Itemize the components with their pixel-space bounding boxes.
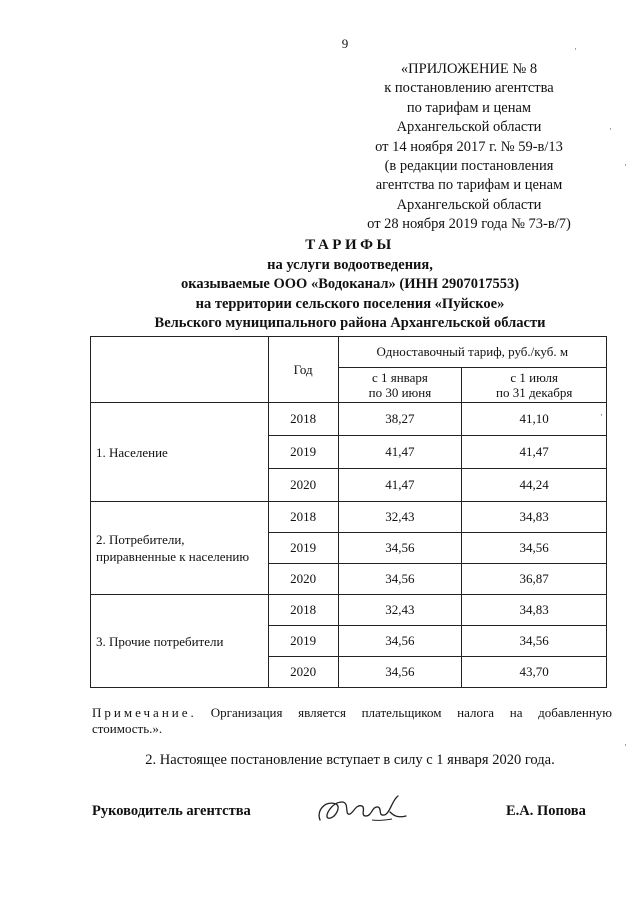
category-cell bbox=[91, 595, 269, 688]
header-period-1 bbox=[338, 368, 462, 403]
scan-speck: · bbox=[574, 44, 577, 54]
header-period-1-line: по 30 июня bbox=[368, 385, 432, 400]
appendix-header bbox=[338, 60, 600, 235]
table-note bbox=[92, 705, 612, 737]
header-period-2-line: с 1 июля bbox=[510, 370, 558, 385]
table-row bbox=[91, 502, 607, 533]
title-line: Вельского муниципального района Архангельской области bbox=[154, 315, 546, 331]
tariff-h2-cell: 41,47 bbox=[462, 436, 607, 469]
title-line: на услуги водоотведения, bbox=[267, 256, 433, 273]
tariff-h1-cell: 32,43 bbox=[338, 502, 462, 533]
appendix-line: к постановлению агентства bbox=[384, 80, 554, 97]
appendix-line: «ПРИЛОЖЕНИЕ № 8 bbox=[400, 61, 538, 77]
header-period-1-line: с 1 января bbox=[371, 370, 428, 385]
effective-date-clause: 2. Настоящее постановление вступает в силу с 1 января 2020 года. bbox=[145, 752, 555, 768]
tariff-h2-cell: 43,70 bbox=[462, 657, 607, 688]
signatory-name: Е.А. Попова bbox=[506, 803, 586, 819]
tariff-h2-cell: 34,56 bbox=[462, 626, 607, 657]
tariff-h2-cell: 34,83 bbox=[462, 595, 607, 626]
category-label: приравненные к населению bbox=[96, 549, 250, 564]
note-label: Примечание. bbox=[92, 705, 197, 720]
category-label: 3. Прочие потребители bbox=[96, 633, 224, 649]
appendix-line: Архангельской области bbox=[396, 119, 542, 136]
tariff-h2-cell: 36,87 bbox=[462, 564, 607, 595]
year-cell: 2019 bbox=[268, 436, 338, 469]
year-cell: 2018 bbox=[268, 502, 338, 533]
appendix-line: (в редакции постановления bbox=[384, 158, 554, 175]
tariff-h1-cell: 34,56 bbox=[338, 533, 462, 564]
tariff-h1-cell: 41,47 bbox=[338, 469, 462, 502]
year-cell: 2019 bbox=[268, 533, 338, 564]
category-label: 1. Население bbox=[96, 444, 168, 460]
header-empty-cell bbox=[91, 337, 269, 403]
scan-speck: · bbox=[624, 160, 627, 170]
tariff-h2-cell: 34,83 bbox=[462, 502, 607, 533]
table-row bbox=[91, 595, 607, 626]
document-title bbox=[0, 236, 640, 334]
header-year: Год bbox=[268, 337, 338, 403]
tariff-h1-cell: 41,47 bbox=[338, 436, 462, 469]
handwritten-signature bbox=[312, 790, 412, 830]
appendix-line: агентства по тарифам и ценам bbox=[375, 177, 563, 194]
scan-speck: · bbox=[609, 124, 612, 134]
year-cell: 2019 bbox=[268, 626, 338, 657]
year-cell: 2018 bbox=[268, 595, 338, 626]
year-cell: 2020 bbox=[268, 564, 338, 595]
title-line: оказываемые ООО «Водоканал» (ИНН 2907017553) bbox=[180, 276, 520, 292]
header-period-2-line: по 31 декабря bbox=[495, 385, 573, 400]
category-cell bbox=[91, 502, 269, 595]
page-number: 9 bbox=[341, 36, 349, 51]
title-line: на территории сельского поселения «Пуйское» bbox=[195, 295, 505, 312]
tariff-h1-cell: 32,43 bbox=[338, 595, 462, 626]
scan-speck: · bbox=[600, 410, 603, 420]
signatory-title: Руководитель агентства bbox=[92, 803, 251, 819]
note-text: Организация является плательщиком налога на добавленную стоимость.». bbox=[92, 705, 612, 736]
title-main: ТАРИФЫ bbox=[305, 237, 395, 253]
tariff-h2-cell: 34,56 bbox=[462, 533, 607, 564]
category-cell bbox=[91, 403, 269, 502]
tariff-h1-cell: 34,56 bbox=[338, 626, 462, 657]
tariff-h1-cell: 34,56 bbox=[338, 564, 462, 595]
appendix-line: от 28 ноября 2019 года № 73-в/7) bbox=[367, 216, 571, 233]
table-row bbox=[91, 403, 607, 436]
header-period-2 bbox=[462, 368, 607, 403]
tariff-table bbox=[90, 336, 607, 688]
tariff-h2-cell: 44,24 bbox=[462, 469, 607, 502]
scan-speck: · bbox=[624, 740, 627, 750]
year-cell: 2020 bbox=[268, 657, 338, 688]
tariff-h1-cell: 34,56 bbox=[338, 657, 462, 688]
year-cell: 2018 bbox=[268, 403, 338, 436]
appendix-line: от 14 ноября 2017 г. № 59-в/13 bbox=[375, 138, 563, 155]
header-tariff: Одноставочный тариф, руб./куб. м bbox=[338, 337, 606, 368]
category-label: 2. Потребители, bbox=[96, 532, 185, 547]
appendix-line: по тарифам и ценам bbox=[406, 99, 532, 116]
appendix-line: Архангельской области bbox=[396, 196, 542, 213]
year-cell: 2020 bbox=[268, 469, 338, 502]
tariff-h1-cell: 38,27 bbox=[338, 403, 462, 436]
tariff-h2-cell: 41,10 bbox=[462, 403, 607, 436]
